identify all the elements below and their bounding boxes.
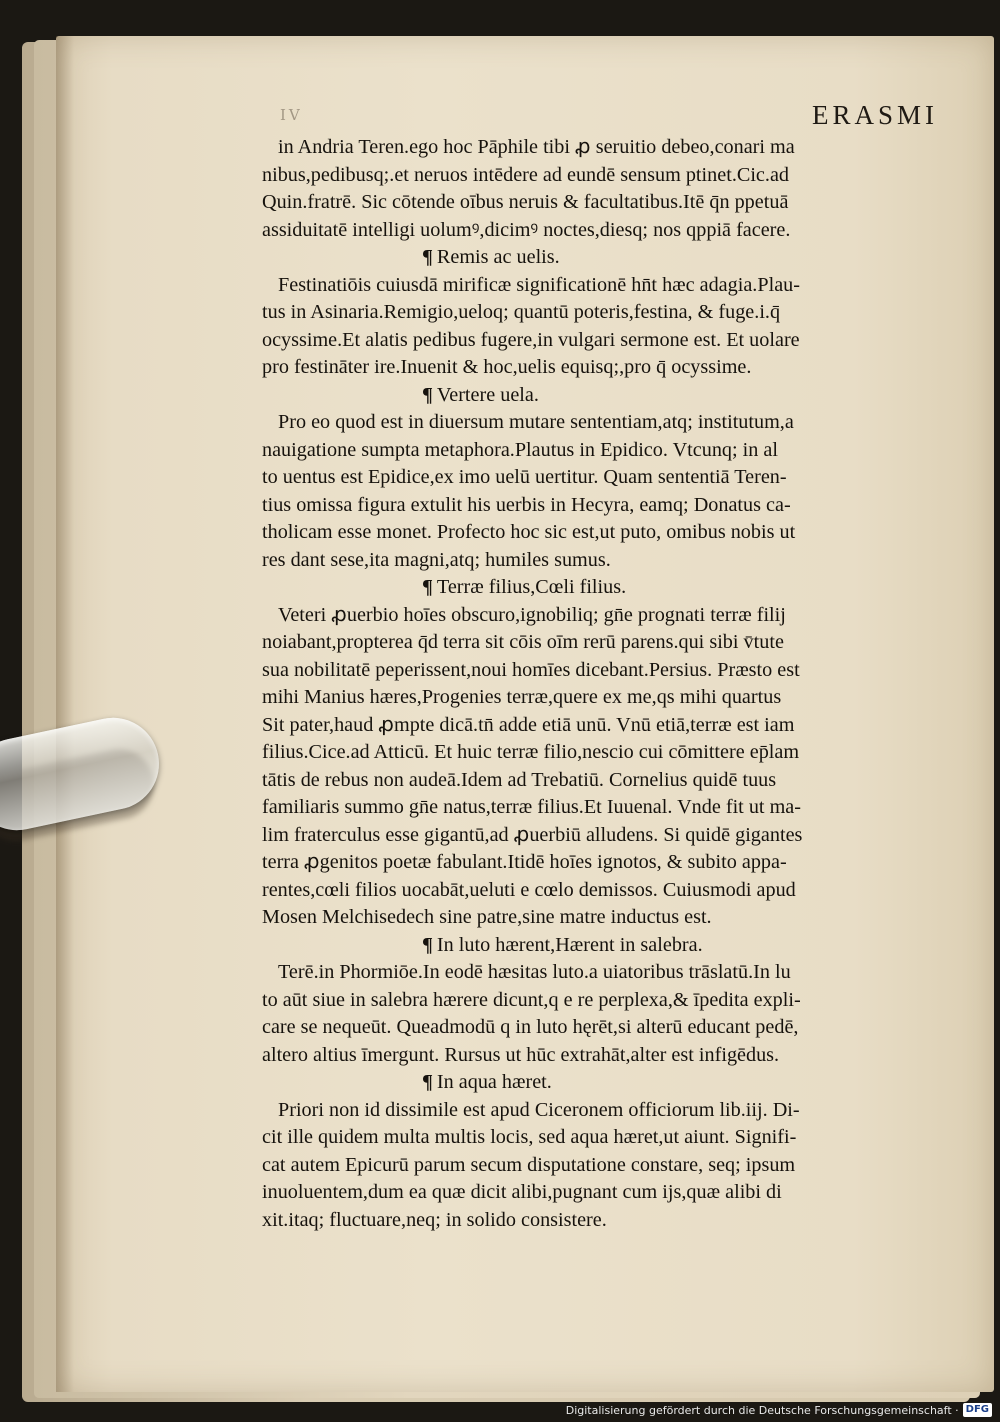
text-line	[262, 327, 942, 355]
text-line	[262, 354, 942, 382]
text-line	[262, 684, 942, 712]
text-line	[262, 272, 942, 300]
line-text: Terræ filius,Cœli filius.	[436, 576, 627, 598]
text-line	[262, 602, 942, 630]
line-text: to uentus est Epidice,ex imo uelū uertitur. Quam sententiā Teren-	[262, 466, 787, 488]
line-text: tius omissa figura extulit his uerbis in Hecyra, eamq; Donatus ca-	[262, 493, 791, 516]
line-text: ocyssime.Et alatis pedibus fugere,in vulgari sermone est. Et uolare	[262, 328, 800, 351]
line-text: cat autem Epicurū parum secum disputatione constare, seq; ipsum	[262, 1153, 796, 1176]
text-line	[262, 822, 942, 850]
line-text: care se nequeūt. Queadmodū q in luto hęrēt,si alterū educant pedē,	[262, 1016, 799, 1038]
text-line	[262, 299, 942, 327]
page-gutter-shadow	[56, 36, 74, 1392]
line-text: sua nobilitatē peperissent,noui homīes dicebant.Persius. Præsto est	[262, 658, 800, 681]
line-text: In aqua hæret.	[436, 1071, 552, 1093]
line-text: filius.Cice.ad Atticū. Et huic terræ filio,nescio cui cōmittere ep̄lam	[262, 741, 800, 763]
line-text: tātis de rebus non audeā.Idem ad Trebatiū. Cornelius quidē tuus	[262, 768, 777, 791]
section-heading	[262, 244, 942, 272]
text-line	[262, 1014, 942, 1042]
line-text: noiabant,propterea q̄d terra sit cōis oīm rerū parens.qui sibi v̄tute	[262, 631, 784, 653]
line-text: Veteri ꝓuerbio hoīes obscuro,ignobiliq; gn̄e prognati terræ filij	[278, 603, 786, 626]
text-line	[262, 1207, 942, 1235]
text-column	[262, 134, 942, 1234]
line-text: res dant sese,ita magni,atq; humiles sumus.	[262, 548, 611, 571]
line-text: xit.itaq; fluctuare,neq; in solido consistere.	[262, 1208, 607, 1231]
text-line	[262, 904, 942, 932]
text-line	[262, 629, 942, 657]
text-line	[262, 959, 942, 987]
line-text: altero altius īmergunt. Rursus ut hūc extrahāt,alter est infigēdus.	[262, 1043, 780, 1066]
line-text: Sit pater,haud ꝓmpte dicā.tn̄ adde etiā unū. Vnū etiā,terræ est iam	[262, 713, 795, 736]
text-line	[262, 492, 942, 520]
line-text: mihi Manius hæres,Progenies terræ,quere ex me,qs mihi quartus	[262, 686, 782, 708]
line-text: nauigatione sumpta metaphora.Plautus in Epidico. Vtcunq; in al	[262, 438, 778, 461]
line-text: assiduitatē intelligi uolumꝰ,dicimꝰ noctes,diesq; nos qppiā facere.	[262, 218, 791, 241]
line-text: inuoluentem,dum ea quæ dicit alibi,pugnant cum ijs,quæ alibi di	[262, 1181, 782, 1203]
text-line	[262, 217, 942, 245]
line-text: Quin.fratrē. Sic cōtende oībus neruis & facultatibus.Itē q̄n ppetuā	[262, 191, 789, 213]
section-heading	[262, 1069, 942, 1097]
dfg-logo-icon: DFG	[963, 1403, 992, 1417]
line-text: in Andria Teren.ego hoc Pāphile tibi ꝓ seruitio debeo,conari ma	[278, 136, 795, 158]
line-text: Vertere uela.	[436, 383, 539, 406]
folio-number: IV	[280, 106, 303, 124]
text-line	[262, 189, 942, 217]
line-text: Terē.in Phormiōe.In eodē hæsitas luto.a uiatoribus trāslatū.In lu	[278, 961, 791, 983]
text-line	[262, 849, 942, 877]
section-heading	[262, 932, 942, 960]
line-text: Mosen Melchisedech sine patre,sine matre inductus est.	[262, 906, 712, 928]
line-text: terra ꝓgenitos poetæ fabulant.Itidē hoīes ignotos, & subito appa-	[262, 851, 787, 873]
text-line	[262, 547, 942, 575]
pilcrow-icon: ¶	[422, 1071, 433, 1093]
line-text: Pro eo quod est in diuersum mutare sententiam,atq; institutum,a	[278, 411, 794, 433]
text-line	[262, 409, 942, 437]
text-line	[262, 767, 942, 795]
text-line	[262, 1097, 942, 1125]
line-text: Priori non id dissimile est apud Ciceronem officiorum lib.iij. Di-	[278, 1098, 800, 1121]
text-line	[262, 134, 942, 162]
text-line	[262, 739, 942, 767]
text-line	[262, 712, 942, 740]
text-line	[262, 1124, 942, 1152]
line-text: rentes,cœli filios uocabāt,ueluti e cœlo demissos. Cuiusmodi apud	[262, 878, 796, 901]
text-line	[262, 1042, 942, 1070]
line-text: In luto hærent,Hærent in salebra.	[436, 933, 703, 956]
digitization-footer	[566, 1402, 992, 1418]
footer-credit: Digitalisierung gefördert durch die Deutsche Forschungsgemeinschaft ·	[565, 1403, 959, 1417]
pilcrow-icon: ¶	[422, 933, 433, 956]
text-line	[262, 519, 942, 547]
line-text: cit ille quidem multa multis locis, sed aqua hæret,ut aiunt. Signifi-	[262, 1126, 797, 1148]
text-line	[262, 162, 942, 190]
text-line	[262, 464, 942, 492]
pilcrow-icon: ¶	[422, 383, 433, 406]
line-text: familiaris summo gn̄e natus,terræ filius.Et Iuuenal. Vnde fit ut ma-	[262, 796, 801, 818]
line-text: to aūt siue in salebra hærere dicunt,q e re perplexa,& īpedita expli-	[262, 988, 801, 1011]
running-title: ERASMI	[811, 100, 938, 130]
line-text: tholicam esse monet. Profecto hoc sic est,ut puto, omibus nobis ut	[262, 521, 796, 543]
line-text: tus in Asinaria.Remigio,ueloq; quantū poteris,festina, & fuge.i.q̄	[262, 301, 781, 323]
section-heading	[262, 574, 942, 602]
line-text: Festinatiōis cuiusdā mirificæ significationē hn̄t hæc adagia.Plau-	[278, 273, 800, 296]
line-text: nibus,pedibusq;.et neruos intēdere ad eundē sensum ptinet.Cic.ad	[262, 163, 789, 186]
text-line	[262, 877, 942, 905]
text-line	[262, 437, 942, 465]
line-text: Remis ac uelis.	[436, 246, 560, 268]
section-heading	[262, 382, 942, 410]
text-line	[262, 987, 942, 1015]
page-header	[280, 100, 940, 136]
line-text: pro festināter ire.Inuenit & hoc,uelis equisq;,pro q̄ ocyssime.	[262, 356, 752, 378]
line-text: lim fraterculus esse gigantū,ad ꝓuerbiū alludens. Si quidē gigantes	[262, 823, 803, 846]
pilcrow-icon: ¶	[422, 576, 433, 598]
text-line	[262, 1152, 942, 1180]
pilcrow-icon: ¶	[422, 246, 433, 268]
text-line	[262, 794, 942, 822]
text-line	[262, 1179, 942, 1207]
text-line	[262, 657, 942, 685]
